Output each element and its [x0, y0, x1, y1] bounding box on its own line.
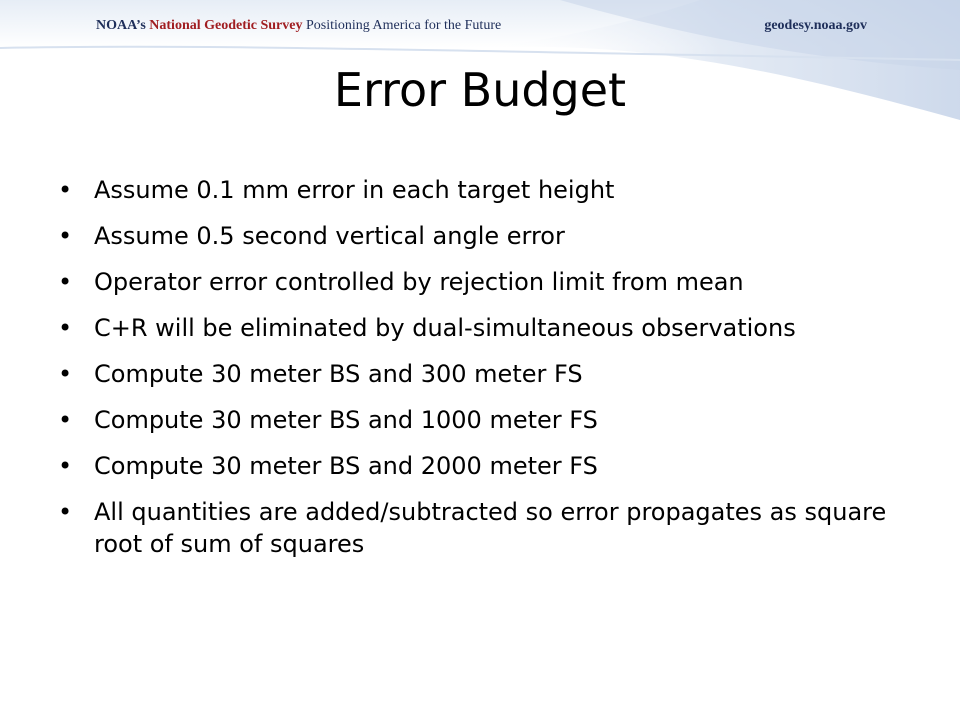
bullet-item	[58, 174, 918, 206]
header-bar	[0, 0, 960, 48]
bullet-item	[58, 496, 918, 560]
bullet-dot-icon: •	[58, 360, 73, 388]
bullet-dot-icon: •	[58, 498, 73, 526]
bullet-text: All quantities are added/subtracted so error propagates as square root of sum of squares	[94, 498, 887, 558]
bullet-dot-icon: •	[58, 314, 73, 342]
bullet-item	[58, 450, 918, 482]
slide-title: Error Budget	[333, 63, 627, 117]
bullet-text: Compute 30 meter BS and 2000 meter FS	[94, 452, 598, 480]
bullet-list	[58, 174, 918, 574]
header-organization	[96, 18, 501, 34]
header-agency: National Geodetic Survey	[149, 18, 303, 33]
bullet-item	[58, 266, 918, 298]
bullet-text: Assume 0.5 second vertical angle error	[94, 222, 565, 250]
bullet-dot-icon: •	[58, 222, 73, 250]
bullet-dot-icon: •	[58, 176, 73, 204]
bullet-text: Assume 0.1 mm error in each target height	[94, 176, 615, 204]
bullet-item	[58, 404, 918, 436]
header-tagline: Positioning America for the Future	[306, 18, 502, 33]
bullet-text: C+R will be eliminated by dual-simultaneous observations	[94, 314, 796, 342]
bullet-text: Operator error controlled by rejection limit from mean	[94, 268, 744, 296]
bullet-text: Compute 30 meter BS and 1000 meter FS	[94, 406, 598, 434]
bullet-dot-icon: •	[58, 268, 73, 296]
header-prefix: NOAA’s	[96, 18, 146, 33]
bullet-text: Compute 30 meter BS and 300 meter FS	[94, 360, 583, 388]
bullet-item	[58, 312, 918, 344]
bullet-dot-icon: •	[58, 406, 73, 434]
header-url[interactable]: geodesy.noaa.gov	[764, 18, 867, 33]
bullet-dot-icon: •	[58, 452, 73, 480]
bullet-item	[58, 358, 918, 390]
bullet-item	[58, 220, 918, 252]
